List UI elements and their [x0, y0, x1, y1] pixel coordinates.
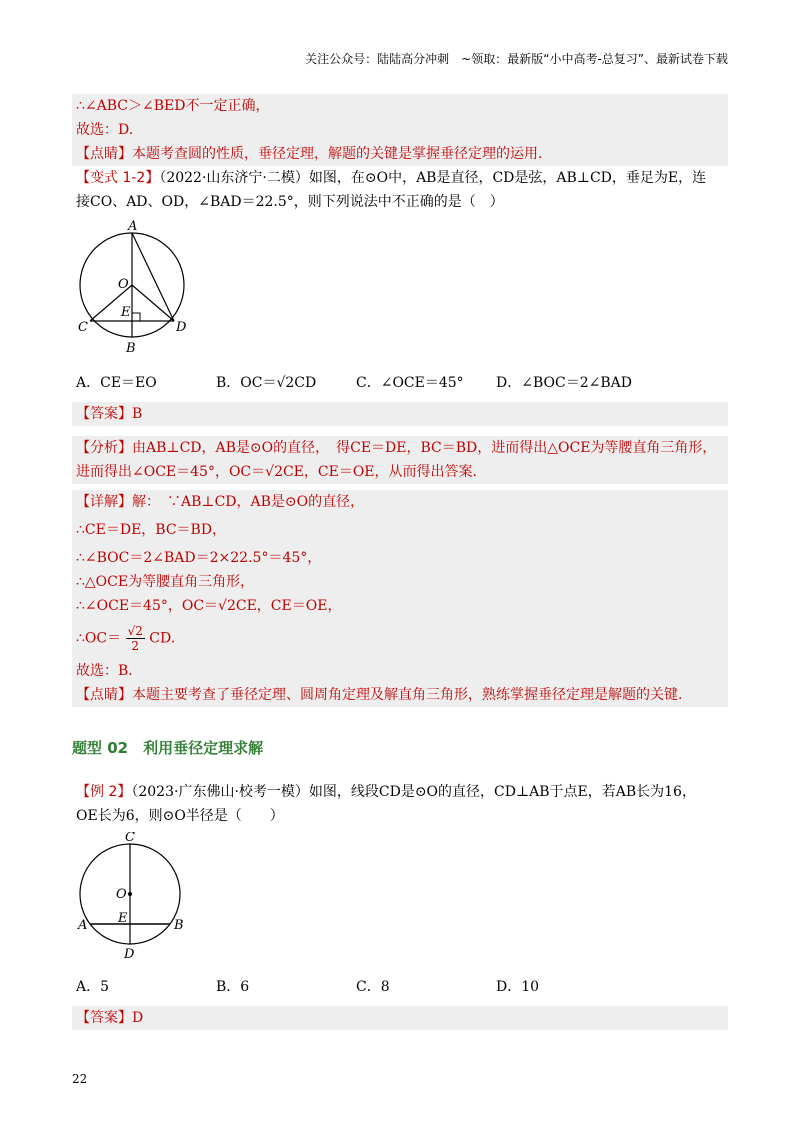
detail-line-6 — [72, 618, 728, 659]
label-O2: O — [116, 887, 127, 902]
label-E: E — [121, 305, 131, 320]
answer-tag-2: 【答案】 — [76, 1010, 132, 1026]
answer-value-2: D — [132, 1010, 144, 1026]
comment-text: 本题考查圆的性质，垂径定理，解题的关键是掌握垂径定理的运用. — [132, 146, 543, 162]
label-D2: D — [124, 947, 135, 962]
q2-options — [72, 972, 728, 1000]
q1-stem2: 接CO、AD、OD，∠BAD＝22.5°，则下列说法中不正确的是（ ） — [76, 194, 504, 210]
page-header: 关注公众号：陆陆高分冲刺 ~领取：最新版“小中高考-总复习”、最新试卷下载 — [305, 52, 728, 66]
q2-stem2: OE长为6，则⊙O半径是（ ） — [76, 808, 284, 824]
q2-option-d: D．10 — [496, 979, 540, 995]
q2-option-c: C．8 — [356, 979, 390, 995]
page-content — [72, 94, 728, 1030]
q1-comment — [72, 683, 728, 707]
q2-stem1: （2023·广东佛山·校考一模）如图，线段CD是⊙O的直径，CD⊥AB于点E，若AB长为16， — [131, 784, 696, 800]
q1-option-a: A．CE＝EO — [76, 375, 157, 391]
label-D: D — [176, 320, 187, 335]
q1-option-b: B．OC＝√2CD — [216, 375, 317, 391]
fraction-sqrt2-over-2 — [126, 624, 145, 653]
label-B2: B — [174, 918, 184, 933]
label-B: B — [126, 341, 136, 356]
label-O: O — [118, 277, 129, 292]
detail-line-5: ∴∠OCE＝45°，OC＝√2CE，CE＝OE， — [72, 594, 728, 618]
variant-tag: 【变式 1-2】 — [76, 170, 160, 186]
q1-options — [72, 368, 728, 396]
analysis-tag: 【分析】 — [76, 440, 132, 456]
prev-choose: 故选：D. — [72, 118, 728, 142]
answer-tag: 【答案】 — [76, 406, 132, 422]
q1-analysis1 — [72, 436, 728, 460]
q2-option-b: B．6 — [216, 979, 250, 995]
q1-option-d: D．∠BOC＝2∠BAD — [496, 375, 632, 391]
q2-option-a: A．5 — [76, 979, 110, 995]
comment-tag-2: 【点睛】 — [76, 687, 132, 703]
example-tag: 【例 2】 — [76, 784, 132, 800]
q1-figure — [76, 218, 728, 362]
detail-line-4: ∴△OCE为等腰直角三角形， — [72, 570, 728, 594]
label-A2: A — [78, 918, 88, 933]
q1-stem-line1 — [72, 166, 728, 190]
q1-option-c: C．∠OCE＝45° — [356, 375, 464, 391]
prev-conclusion: ∴∠ABC＞∠BED不一定正确， — [72, 94, 728, 118]
q1-stem1: （2022·山东济宁·二模）如图，在⊙O中，AB是直径，CD是弦，AB⊥CD，垂足为E，连 — [159, 170, 707, 186]
label-C2: C — [125, 832, 135, 845]
detail-line-2: ∴CE＝DE，BC＝BD， — [72, 514, 728, 542]
section-title: 题型 02 利用垂径定理求解 — [72, 739, 264, 757]
answer-value: B — [132, 406, 143, 422]
fraction-numerator: √2 — [127, 624, 143, 638]
q1-choose: 故选：B. — [72, 659, 728, 683]
detail-tag: 【详解】 — [76, 494, 132, 510]
detail-line-3: ∴∠BOC＝2∠BAD＝2×22.5°＝45°， — [72, 542, 728, 570]
analysis-text-1: 由AB⊥CD，AB是⊙O的直径， 得CE＝DE，BC＝BD，进而得出△OCE为等腰直角三角形， — [132, 440, 717, 456]
fraction-denominator: 2 — [131, 639, 140, 653]
label-E2: E — [118, 911, 128, 926]
prev-comment — [72, 142, 728, 166]
detail-last-suffix: CD. — [149, 630, 176, 647]
circle-diagram-2 — [76, 832, 196, 962]
q2-answer — [72, 1006, 728, 1030]
comment-tag: 【点睛】 — [76, 146, 132, 162]
label-C: C — [78, 320, 88, 335]
q2-figure — [76, 832, 728, 966]
circle-diagram-1 — [76, 218, 206, 358]
q1-detail-head — [72, 490, 728, 514]
detail-line-1: 解： ∵AB⊥CD，AB是⊙O的直径， — [132, 494, 365, 510]
page-number: 22 — [72, 1072, 88, 1086]
q1-analysis2: 进而得出∠OCE＝45°，OC＝√2CE，CE＝OE，从而得出答案. — [72, 460, 728, 484]
label-A: A — [128, 219, 138, 234]
q2-stem-line1 — [72, 780, 728, 804]
q1-answer — [72, 402, 728, 426]
comment-text-2: 本题主要考查了垂径定理、圆周角定理及解直角三角形，熟练掌握垂径定理是解题的关键. — [132, 687, 683, 703]
detail-last-prefix: ∴OC＝ — [76, 630, 122, 647]
